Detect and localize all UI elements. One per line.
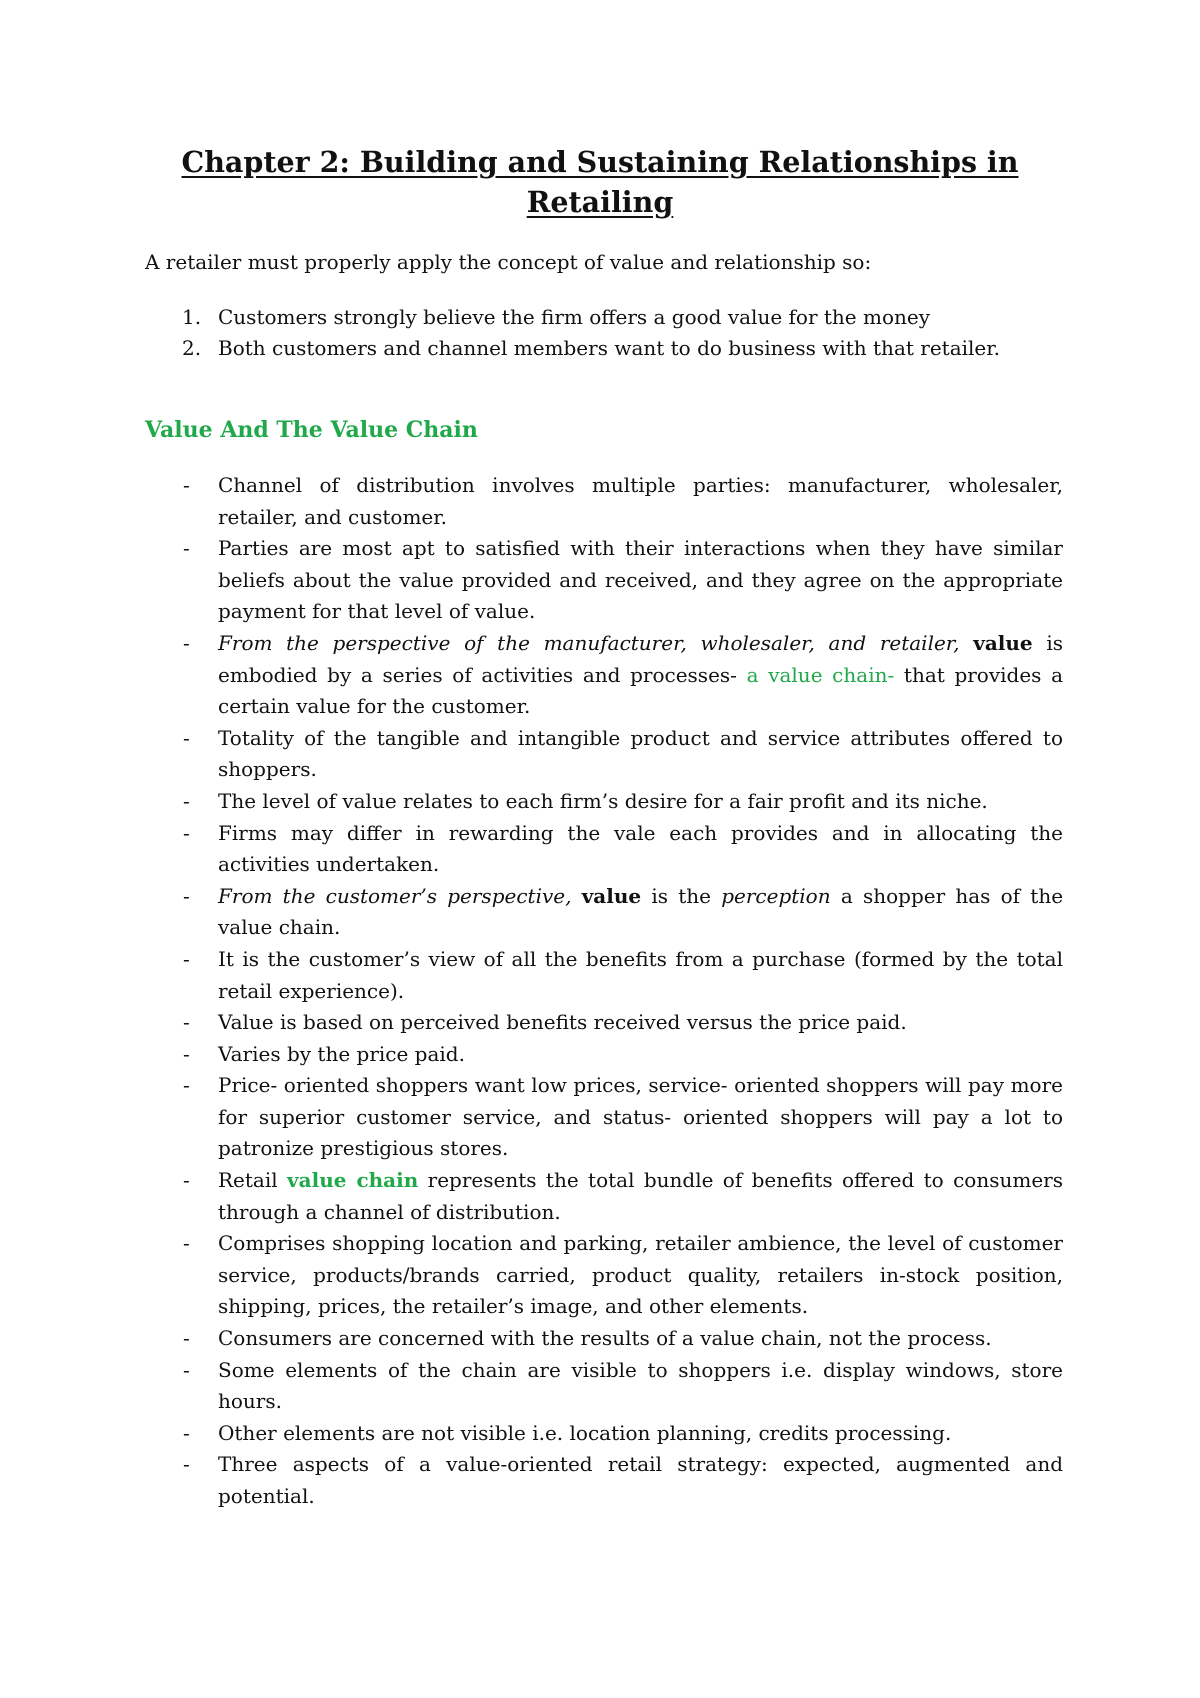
list-number: 2. <box>182 336 202 360</box>
bullet-item <box>145 786 1063 818</box>
bullet-dash: - <box>183 1326 190 1351</box>
bullet-dash: - <box>183 820 190 845</box>
italic-phrase: perception <box>721 883 831 908</box>
numbered-item-text: Both customers and channel members want to do business with that retailer. <box>218 336 1000 360</box>
bullet-text: Channel of distribution involves multiple parties: manufacturer, wholesaler, retailer, and customer. <box>218 473 1063 529</box>
bullet-item <box>145 533 1063 628</box>
bullet-item <box>145 1323 1063 1355</box>
bullet-text: that provides a certain value for the customer. <box>218 662 1064 719</box>
bullet-dash: - <box>183 1041 190 1066</box>
bullet-item <box>145 1070 1063 1165</box>
bullet-dash: - <box>183 630 190 655</box>
bullet-dash: - <box>183 1231 190 1256</box>
bullet-item <box>145 1228 1063 1323</box>
bullet-item <box>145 1449 1063 1512</box>
bullet-item <box>145 470 1063 533</box>
bullet-dash: - <box>183 1168 190 1193</box>
numbered-item <box>145 333 1065 364</box>
bullet-text: is embodied by a series of activities and processes- <box>218 630 1063 687</box>
bullet-text: Parties are most apt to satisfied with their interactions when they have similar beliefs about the value provided and received, and they agree on the appropriate payment for that level of value. <box>218 536 1063 624</box>
bullet-text: The level of value relates to each firm’s desire for a fair profit and its niche. <box>218 788 988 813</box>
bullet-text: Retail <box>218 1168 278 1193</box>
bullet-item <box>145 723 1063 786</box>
bold-term: value <box>973 630 1033 655</box>
bullet-text: Other elements are not visible i.e. location planning, credits processing. <box>218 1420 952 1445</box>
bullet-dash: - <box>183 1452 190 1477</box>
bullet-text: is the <box>651 883 711 908</box>
bullet-text: Three aspects of a value-oriented retail strategy: expected, augmented and potential. <box>218 1452 1063 1508</box>
chapter-title <box>150 142 1050 222</box>
bullet-dash: - <box>183 946 190 971</box>
bullet-text: represents the total bundle of benefits offered to consumers through a channel of distribution. <box>218 1168 1063 1224</box>
numbered-list <box>145 302 1065 364</box>
bullet-item <box>145 1007 1063 1039</box>
bullet-text: Price- oriented shoppers want low prices, service- oriented shoppers will pay more for superior customer service, and status- oriented shoppers will pay a lot to patronize prestigious stores. <box>218 1073 1063 1161</box>
bullet-item <box>145 881 1063 944</box>
bullet-text: Consumers are concerned with the results of a value chain, not the process. <box>218 1326 992 1351</box>
italic-phrase: From the customer’s perspective, <box>218 883 572 908</box>
bullet-dash: - <box>183 1073 190 1098</box>
bullet-item <box>145 1355 1063 1418</box>
chapter-title-line2: Retailing <box>526 185 674 219</box>
bullet-dash: - <box>183 883 190 908</box>
bullet-item <box>145 1165 1063 1228</box>
italic-phrase: From the perspective of the manufacturer, wholesaler, and retailer, <box>218 630 960 655</box>
bullet-text: Varies by the price paid. <box>218 1041 465 1066</box>
bullet-text: It is the customer’s view of all the benefits from a purchase (formed by the total retail experience). <box>218 946 1063 1003</box>
intro-paragraph: A retailer must properly apply the concept of value and relationship so: <box>145 250 872 274</box>
bullet-text: Comprises shopping location and parking, retailer ambience, the level of customer service, products/brands carried, product quality, retailers in-stock position, shipping, prices, the retailer’s image, and other elements. <box>218 1231 1063 1319</box>
bullet-dash: - <box>183 1010 190 1035</box>
bullet-text: Some elements of the chain are visible to shoppers i.e. display windows, store hours. <box>218 1357 1063 1414</box>
bullet-text: Firms may differ in rewarding the vale each provides and in allocating the activities undertaken. <box>218 820 1063 877</box>
bullet-dash: - <box>183 725 190 750</box>
bullet-text: a shopper has of the value chain. <box>218 883 1064 940</box>
bullet-text: Value is based on perceived benefits received versus the price paid. <box>218 1010 907 1035</box>
bullet-dash: - <box>183 473 190 497</box>
bullet-dash: - <box>183 788 190 813</box>
bullet-item <box>145 1039 1063 1071</box>
numbered-item-text: Customers strongly believe the firm offers a good value for the money <box>218 305 931 329</box>
bullet-item <box>145 628 1063 723</box>
bullet-dash: - <box>183 1420 190 1445</box>
bullet-item <box>145 1418 1063 1450</box>
bullet-list <box>145 470 1063 1513</box>
bullet-dash: - <box>183 536 190 561</box>
chapter-title-line1: Chapter 2: Building and Sustaining Relationships in <box>181 145 1019 179</box>
bullet-item <box>145 944 1063 1007</box>
numbered-item <box>145 302 1065 333</box>
list-number: 1. <box>182 305 202 329</box>
section-heading: Value And The Value Chain <box>145 417 478 443</box>
green-bold-term: value chain <box>287 1168 419 1193</box>
bullet-text: Totality of the tangible and intangible product and service attributes offered to shoppers. <box>218 725 1063 782</box>
green-term: a value chain- <box>746 662 895 687</box>
bullet-dash: - <box>183 1357 190 1382</box>
bold-term: value <box>581 883 642 908</box>
bullet-item <box>145 818 1063 881</box>
